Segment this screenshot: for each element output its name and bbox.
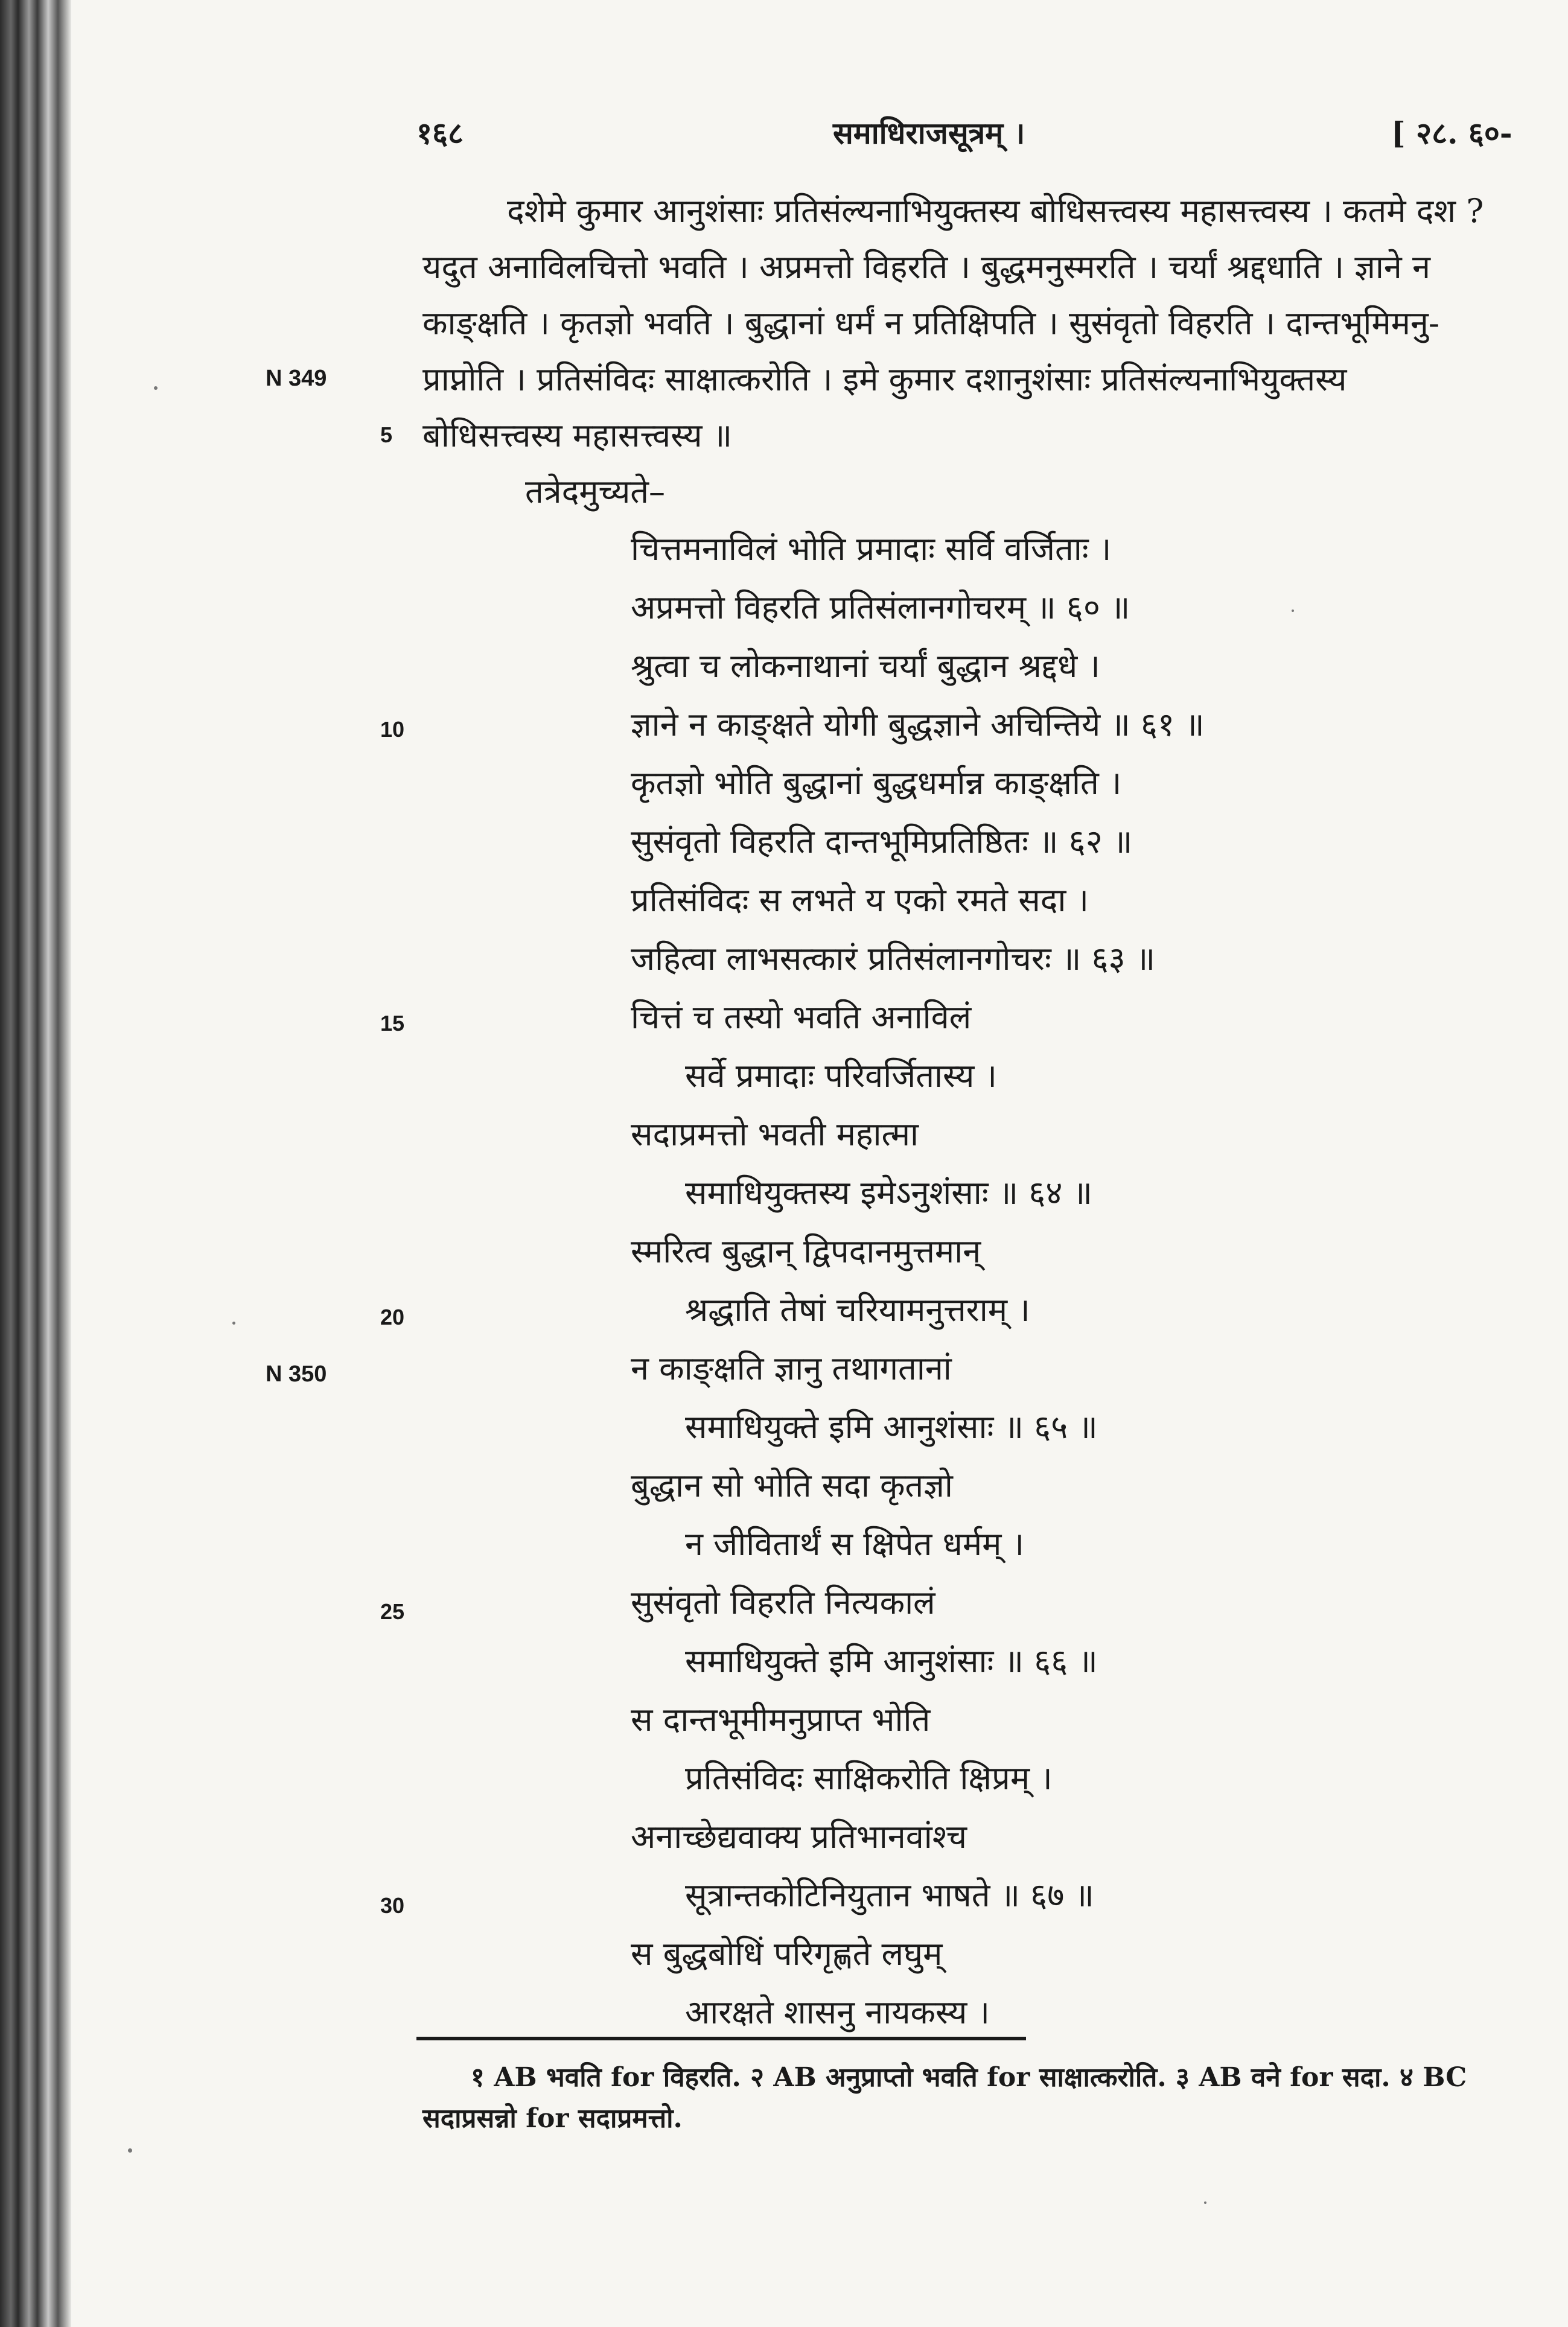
verse-line: बुद्धान सो भोति सदा कृतज्ञो (631, 1466, 953, 1504)
scan-speck (1292, 610, 1294, 612)
book-spine (0, 0, 71, 2327)
prose-line: दशेमे कुमार आनुशंसाः प्रतिसंल्यनाभियुक्तस्य बोधिसत्त्वस्य महासत्त्वस्य । कतमे दश ? (507, 192, 1484, 230)
margin-ref: N 349 (266, 366, 327, 391)
verse-line: आरक्षते शासनु नायकस्य । (685, 1993, 990, 2031)
scan-speck (128, 2148, 132, 2153)
verse-line: कृतज्ञो भोति बुद्धानां बुद्धधर्मान्न काङ्क्षति । (631, 764, 1122, 802)
verse-line: अनाच्छेद्यवाक्य प्रतिभानवांश्च (631, 1818, 967, 1856)
verse-line: स बुद्धबोधिं परिगृह्णते लघुम् (631, 1935, 943, 1973)
footnote-line: सदाप्रसन्नो for सदाप्रमत्तो. (422, 2103, 683, 2134)
verse-line: स दान्तभूमीमनुप्राप्त भोति (631, 1701, 931, 1739)
margin-ref: N 350 (266, 1361, 327, 1387)
verse-line: सर्वे प्रमादाः परिवर्जितास्य । (685, 1057, 997, 1095)
verse-line: समाधियुक्तस्य इमेऽनुशंसाः ॥ ६४ ॥ (685, 1174, 1092, 1212)
verse-line: न काङ्क्षति ज्ञानु तथागतानां (631, 1349, 952, 1387)
verse-line: सुसंवृतो विहरति दान्तभूमिप्रतिष्ठितः ॥ ६२ ॥ (631, 823, 1133, 861)
verse-line: समाधियुक्ते इमि आनुशंसाः ॥ ६५ ॥ (685, 1408, 1098, 1446)
verse-line: सुसंवृतो विहरति नित्यकालं (631, 1584, 935, 1622)
scan-speck (232, 1322, 235, 1325)
verse-line: श्रुत्वा च लोकनाथानां चर्यां बुद्धान श्रद्दधे । (631, 647, 1100, 685)
verse-line: न जीवितार्थं स क्षिपेत धर्मम् । (685, 1525, 1025, 1563)
verse-line: जहित्वा लाभसत्कारं प्रतिसंलानगोचरः ॥ ६३ ॥ (631, 940, 1156, 978)
verse-line: प्रतिसंविदः स लभते य एको रमते सदा । (631, 881, 1089, 919)
footnote-rule (416, 2037, 1026, 2040)
line-number: 10 (380, 717, 405, 742)
line-number: 15 (380, 1011, 405, 1036)
line-number: 30 (380, 1893, 405, 1918)
verse-line: सदाप्रमत्तो भवती महात्मा (631, 1115, 919, 1153)
line-number: 25 (380, 1599, 405, 1624)
verse-line: समाधियुक्ते इमि आनुशंसाः ॥ ६६ ॥ (685, 1642, 1098, 1680)
running-title: समाधिराजसूत्रम् । (833, 115, 1025, 151)
verse-line: स्मरित्व बुद्धान् द्विपदानमुत्तमान् (631, 1232, 981, 1270)
prose-line: बोधिसत्त्वस्य महासत्त्वस्य ॥ (422, 416, 733, 454)
verse-line: चित्तमनाविलं भोति प्रमादाः सर्वि वर्जिताः । (631, 530, 1112, 568)
verse-line: श्रद्धाति तेषां चरियामनुत्तराम् । (685, 1291, 1030, 1329)
verse-line: प्रतिसंविदः साक्षिकरोति क्षिप्रम् । (685, 1759, 1053, 1797)
footnote-line: १ AB भवति for विहरति. २ AB अनुप्राप्तो भवति for साक्षात्करोति. ३ AB वने for सदा. ४ BC (471, 2062, 1467, 2093)
scan-speck (154, 386, 158, 390)
prose-line: प्राप्नोति । प्रतिसंविदः साक्षात्करोति । इमे कुमार दशानुशंसाः प्रतिसंल्यनाभियुक्तस्य (422, 360, 1347, 398)
verse-line: सूत्रान्तकोटिनियुतान भाषते ॥ ६७ ॥ (685, 1876, 1094, 1914)
prose-line: काङ्क्षति । कृतज्ञो भवति । बुद्धानां धर्मं न प्रतिक्षिपति । सुसंवृतो विहरति । दान्तभूमिमनु- (422, 304, 1440, 342)
line-number: 20 (380, 1305, 405, 1329)
verse-line: ज्ञाने न काङ्क्षते योगी बुद्धज्ञाने अचिन्तिये ॥ ६१ ॥ (631, 705, 1205, 743)
line-number: 5 (380, 422, 393, 447)
verse-line: अप्रमत्तो विहरति प्रतिसंलानगोचरम् ॥ ६० ॥ (631, 588, 1130, 626)
scan-speck (1204, 2201, 1206, 2204)
page-number: १६८ (416, 115, 464, 151)
prose-line: तत्रेदमुच्यते– (525, 473, 666, 511)
prose-line: यदुत अनाविलचित्तो भवति । अप्रमत्तो विहरति । बुद्धमनुस्मरति । चर्यां श्रद्दधाति । ज्ञाने न (422, 248, 1430, 286)
section-reference: [ २८. ६०- (1391, 115, 1512, 151)
verse-line: चित्तं च तस्यो भवति अनाविलं (631, 998, 972, 1036)
